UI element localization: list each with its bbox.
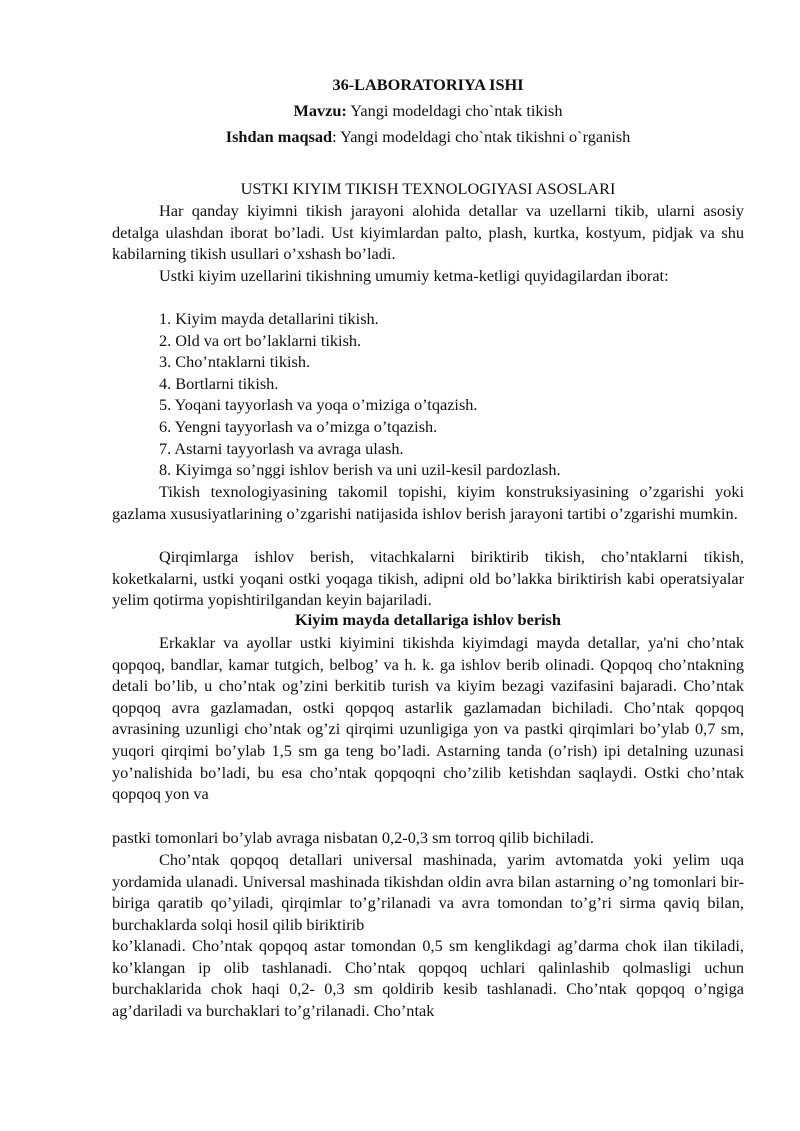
paragraph-assembly: Cho’ntak qopqoq detallari universal mashinada, yarim avtomatda yoki yelim uqa yordamida ulanadi. Universal mashinada tikishdan oldin avra bilan astarning o’ng tomonlari bir-biriga qaratib qo’yiladi, qirqimlar to’g’rilanadi va avra tomondan to’g’ri sirma qaviq bilan, burchaklarda solqi hosil qilib biriktirib <box>112 850 744 934</box>
paragraph-pocket-flap-continued: pastki tomonlari bo’ylab avraga nisbatan 0,2-0,3 sm torroq qilib bichiladi. <box>112 828 595 847</box>
paragraph-pocket-flap: Erkaklar va ayollar ustki kiyimini tikishda kiyimdagi mayda detallar, ya'ni cho’ntak qopqoq, bandlar, kamar tutgich, belbog’ va h. k. ga ishlov berib olinadi. Qopqoq cho’ntakning detali bo’lib, u cho’ntak og’zini berkitib turish va kiyim bezagi vazifasini bajaradi. Cho’ntak qopqoq avra gazlamadan, ostki qopqoq astarlik gazlamadan bichiladi. Cho’ntak qopqoq avrasining uzunligi cho’ntak og’zi qirqimi uzunligiga yon va pastki qirqimlari bo’ylab 0,7 sm, yuqori qirqimi bo’ylab 1,5 sm ga teng bo’ladi. Astarning tanda (o’rish) ipi detalning uzunasi yo’nalishida bo’ladi, bu esa cho’ntak qopqoqni cho’zilib ketishdan saqlaydi. Ostki cho’ntak qopqoq yon va <box>112 633 744 804</box>
subheading: Kiyim mayda detallariga ishlov berish <box>295 610 561 629</box>
paragraph-operations: Qirqimlarga ishlov berish, vitachkalarni biriktirib tikish, cho’ntaklarni tikish, koketkalarni, ustki yoqani ostki yoqaga tikish, adipni old bo’lakka biriktirish kabi operatsiyalar yelim qotirma yopishtirilgandan keyin bajariladi. <box>112 547 744 610</box>
list-item: 1. Kiyim mayda detallarini tikish. <box>159 309 379 328</box>
list-item: 5. Yoqani tayyorlash va yoqa o’miziga o’tqazish. <box>159 395 478 415</box>
list-item: 6. Yengni tayyorlash va o’mizga o’tqazish. <box>159 416 438 436</box>
list-item: 7. Astarni tayyorlash va avraga ulash. <box>159 438 404 458</box>
goal-text: : Yangi modeldagi cho`ntak tikishni o`rganish <box>332 127 631 146</box>
lab-title: 36-LABORATORIYA ISHI <box>332 75 524 94</box>
topic-label: Mavzu: <box>293 101 347 120</box>
paragraph-assembly-continued: ko’klanadi. Cho’ntak qopqoq astar tomondan 0,5 sm kenglikdagi ag’darma chok ilan tikiladi, ko’klangan ip olib tashlanadi. Cho’ntak qopqoq uchlari qalinlashib qolmasligi uchun burchaklarida chok haqi 0,2- 0,3 sm qoldirib kesib tashlanadi. Cho’ntak qopqoq o’ngiga ag’dariladi va burchaklari to’g’rilanadi. Cho’ntak <box>112 936 744 1020</box>
list-item: 2. Old va ort bo’laklarni tikish. <box>159 330 362 350</box>
topic-line <box>112 100 744 122</box>
goal-label: Ishdan maqsad <box>225 127 333 146</box>
section-title: USTKI KIYIM TIKISH TEXNOLOGIYASI ASOSLARI <box>240 179 616 198</box>
list-item: 4. Bortlarni tikish. <box>159 373 279 393</box>
goal-line <box>112 126 744 148</box>
topic-text: Yangi modeldagi cho`ntak tikish <box>346 101 563 120</box>
paragraph-technology: Tikish texnologiyasining takomil topishi, kiyim konstruksiyasining o’zgarishi yoki gazlama xususiyatlarining o’zgarishi natijasida ishlov berish jarayoni tartibi o’zgarishi mumkin. <box>112 482 744 523</box>
paragraph-sequence-intro: Ustki kiyim uzellarini tikishning umumiy ketma-ketligi quyidagilardan iborat: <box>159 266 669 285</box>
list-item: 3. Cho’ntaklarni tikish. <box>159 352 311 372</box>
steps-list <box>159 308 561 481</box>
list-item: 8. Kiyimga so’nggi ishlov berish va uni uzil-kesil pardozlash. <box>159 460 561 480</box>
paragraph-intro: Har qanday kiyimni tikish jarayoni alohida detallar va uzellarni tikib, ularni asosiy detalga ulashdan iborat bo’ladi. Ust kiyimlardan palto, plash, kurtka, kostyum, pidjak va shu kabilarning tikish usullari o’xshash bo’ladi. <box>112 201 744 264</box>
